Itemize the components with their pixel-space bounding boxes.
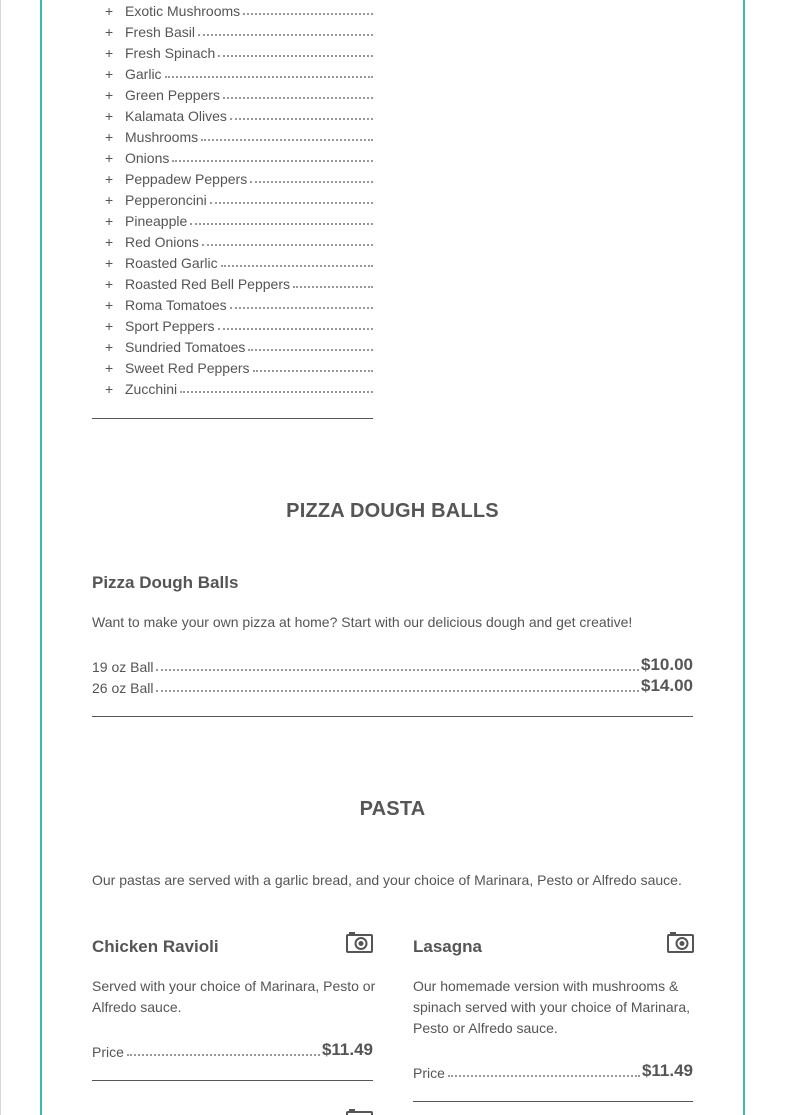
topping-item xyxy=(92,124,373,145)
topping-item xyxy=(92,229,373,250)
topping-name: Roasted Garlic xyxy=(125,255,218,271)
dough-divider xyxy=(92,716,693,717)
price-row xyxy=(413,1060,693,1081)
topping-name: Roma Tomatoes xyxy=(125,297,227,313)
dot-leader xyxy=(198,34,373,36)
topping-name: Fresh Spinach xyxy=(125,45,216,61)
topping-item xyxy=(92,313,373,334)
topping-item xyxy=(92,19,373,40)
dot-leader xyxy=(165,76,373,78)
plus-icon: + xyxy=(105,192,114,208)
topping-name: Pineapple xyxy=(125,213,188,229)
dot-leader xyxy=(127,1054,320,1056)
price-label: Price xyxy=(413,1065,445,1081)
price-row xyxy=(92,1039,373,1060)
plus-icon: + xyxy=(105,297,114,313)
plus-icon: + xyxy=(105,171,114,187)
plus-icon: + xyxy=(105,87,114,103)
section-title-dough: PIZZA DOUGH BALLS xyxy=(286,500,499,522)
lasagna-divider xyxy=(413,1101,693,1102)
topping-name: Sundried Tomatoes xyxy=(125,339,246,355)
dot-leader xyxy=(293,286,373,288)
pasta-intro: Our pastas are served with a garlic bread, and your choice of Marinara, Pesto or Alfredo sauce. xyxy=(92,872,682,888)
topping-item xyxy=(92,103,373,124)
dot-leader xyxy=(218,55,373,57)
dot-leader xyxy=(180,391,373,393)
topping-item xyxy=(92,334,373,355)
camera-icon[interactable] xyxy=(667,931,694,953)
topping-name: Pepperoncini xyxy=(125,192,207,208)
topping-name: Kalamata Olives xyxy=(125,108,227,124)
topping-item xyxy=(92,271,373,292)
topping-item xyxy=(92,0,373,19)
plus-icon: + xyxy=(105,108,114,124)
dot-leader xyxy=(156,690,639,692)
plus-icon: + xyxy=(105,339,114,355)
topping-name: Sweet Red Peppers xyxy=(125,360,250,376)
topping-item xyxy=(92,166,373,187)
price-row xyxy=(92,675,693,696)
price-amount: $14.00 xyxy=(641,676,693,695)
page-left-border xyxy=(0,0,1,1115)
topping-name: Roasted Red Bell Peppers xyxy=(125,276,290,292)
dot-leader xyxy=(210,202,373,204)
plus-icon: + xyxy=(105,45,114,61)
price-label: 19 oz Ball xyxy=(92,659,154,675)
item-description-chicken-ravioli: Served with your choice of Marinara, Pesto or Alfredo sauce. xyxy=(92,978,376,1015)
topping-item xyxy=(92,40,373,61)
topping-name: Peppadew Peppers xyxy=(125,171,248,187)
dot-leader xyxy=(243,13,373,15)
plus-icon: + xyxy=(105,150,114,166)
topping-item xyxy=(92,376,373,397)
dot-leader xyxy=(448,1075,640,1077)
topping-name: Mushrooms xyxy=(125,129,199,145)
price-amount: $11.49 xyxy=(321,1040,373,1059)
plus-icon: + xyxy=(105,3,114,19)
toppings-list xyxy=(92,0,373,397)
topping-name: Garlic xyxy=(125,66,162,82)
price-row xyxy=(92,654,693,675)
camera-icon[interactable] xyxy=(346,1108,373,1115)
dot-leader xyxy=(202,244,373,246)
dot-leader xyxy=(190,223,373,225)
toppings-divider xyxy=(92,418,373,419)
plus-icon: + xyxy=(105,213,114,229)
topping-item xyxy=(92,145,373,166)
topping-name: Exotic Mushrooms xyxy=(125,3,241,19)
camera-icon[interactable] xyxy=(346,931,373,953)
dot-leader xyxy=(253,370,373,372)
item-description-dough-balls: Want to make your own pizza at home? Start with our delicious dough and get creative! xyxy=(92,614,633,630)
plus-icon: + xyxy=(105,360,114,376)
item-title-dough-balls: Pizza Dough Balls xyxy=(92,573,239,592)
topping-item xyxy=(92,82,373,103)
plus-icon: + xyxy=(105,381,114,397)
dot-leader xyxy=(230,307,373,309)
price-amount: $10.00 xyxy=(641,655,693,674)
topping-name: Zucchini xyxy=(125,381,178,397)
plus-icon: + xyxy=(105,24,114,40)
plus-icon: + xyxy=(105,234,114,250)
dot-leader xyxy=(223,97,373,99)
plus-icon: + xyxy=(105,276,114,292)
topping-name: Fresh Basil xyxy=(125,24,196,40)
dot-leader xyxy=(230,118,373,120)
item-description-lasagna: Our homemade version with mushrooms & spinach served with your choice of Marinara, Pesto or Alfredo sauce. xyxy=(413,978,691,1036)
topping-name: Red Onions xyxy=(125,234,199,250)
topping-item xyxy=(92,208,373,229)
price-amount: $11.49 xyxy=(641,1061,693,1080)
item-title-chicken-ravioli: Chicken Ravioli xyxy=(92,937,219,956)
topping-name: Green Peppers xyxy=(125,87,220,103)
chicken-ravioli-divider xyxy=(92,1080,373,1081)
dot-leader xyxy=(172,160,373,162)
dot-leader xyxy=(156,669,639,671)
plus-icon: + xyxy=(105,129,114,145)
topping-item xyxy=(92,250,373,271)
plus-icon: + xyxy=(105,318,114,334)
topping-item xyxy=(92,292,373,313)
topping-item xyxy=(92,187,373,208)
dot-leader xyxy=(201,139,373,141)
section-title-pasta: PASTA xyxy=(359,798,426,820)
dot-leader xyxy=(218,328,374,330)
price-label: Price xyxy=(92,1044,124,1060)
topping-item xyxy=(92,355,373,376)
dot-leader xyxy=(250,181,373,183)
topping-item xyxy=(92,61,373,82)
item-title-lasagna: Lasagna xyxy=(413,937,482,956)
plus-icon: + xyxy=(105,255,114,271)
topping-name: Onions xyxy=(125,150,170,166)
price-label: 26 oz Ball xyxy=(92,680,154,696)
dot-leader xyxy=(248,349,373,351)
dot-leader xyxy=(221,265,373,267)
plus-icon: + xyxy=(105,66,114,82)
topping-name: Sport Peppers xyxy=(125,318,215,334)
